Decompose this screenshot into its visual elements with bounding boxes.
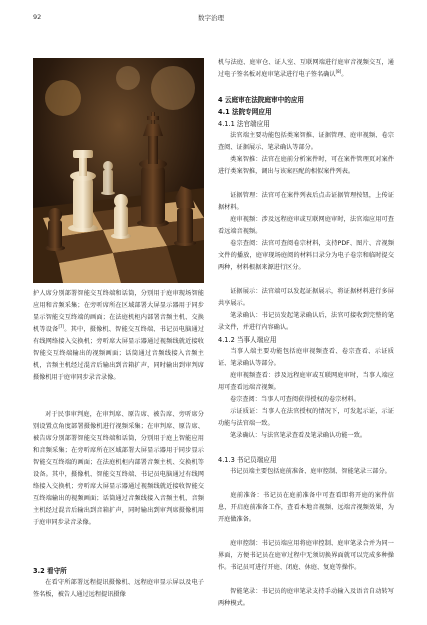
case-push-paragraph: 类案智推：法官在庭前分析案件时，可在案件管理页对案件进行类案智推，调出与该案匹配的相似案件列表。 <box>218 156 394 176</box>
clerk-control-paragraph: 庭审控制：书记员端应用将庭审控制、庭审笔录合并为同一界面，方便书记员在庭审过程中无须切换界面就可以完成多种操作。书记员可进行开庭、闭庭、休庭、复庭等操作。 <box>218 540 394 572</box>
party-dossier-paragraph: 卷宗查阅：当事人可查阅获得授权的卷宗材料。 <box>230 396 360 403</box>
reference-7: [7] <box>58 324 65 330</box>
section-heading-4-1-1: 4.1.1 法官端应用 <box>218 120 270 128</box>
evidence-management-paragraph: 证据管理：法官可在案件列表后点击证据管理按钮，上传证据材料。 <box>218 192 394 212</box>
dossier-paragraph: 卷宗查阅：法官可查阅卷宗材料，支持PDF、图片、音视频文件的播放，庭审现场庭阅的材料目录分为电子卷宗和临时提交两种，材料根据来源进行区分。 <box>218 240 394 272</box>
left-paragraph-3: 在看守所部署远程提讯摄像机、远程庭审显示屏以及电子签名板，被告人通过远程提讯摄像 <box>33 579 204 599</box>
evidence-show-paragraph: 证据展示：法官端可以发起证据展示，将证据材料进行多屏共享展示。 <box>218 288 394 308</box>
journal-title: 数字治理 <box>198 14 224 22</box>
chess-pieces-photo <box>33 58 204 283</box>
page-number: 92 <box>33 13 42 21</box>
chess-pieces-illustration <box>33 58 204 283</box>
section-heading-4-1-2: 4.1.2 当事人端应用 <box>218 336 277 344</box>
section-heading-3-2: 3.2 看守所 <box>33 567 67 575</box>
right-paragraph-0: 机与法庭、庭审仓、证人室、互联网端进行庭审音视频交互，通过电子签名板对庭审笔录进行电子签名确认[8]。 <box>218 59 394 79</box>
left-paragraph-1: 护人席分别部署智能交互终端和话筒，分别用于庭审现场智能应用和音频采集；在旁听席所在区域部署大屏显示器用于同步显示智能交互终端的画面；在法庭机柜内部署音频主机、交换机等设备[7]。其中，摄像机、智能交互终端、书记员电脑通过有线网络接入交换机；旁听席大屏显示器通过视频线就近接收智能交互终端输出的视频画面；话筒通过音频线接入音频主机，音频主机经过混音后输出到音箱扩声，同时输出到审判席摄像机用于庭审同步录音录像。 <box>33 290 205 382</box>
party-confirm-paragraph: 笔录确认：与法官笔录查看及笔录确认功能一致。 <box>230 432 367 439</box>
record-confirm-paragraph: 笔录确认：书记员发起笔录确认后，法官可接收到完整的笔录文件，并进行内容确认。 <box>218 312 394 332</box>
clerk-smart-record-paragraph: 智能笔录：书记员的庭审笔录支持手动输入及语音自动转写两种模式。 <box>218 588 394 608</box>
party-evidence-paragraph: 示证质证：当事人在法官授权的情况下，可发起示证，示证功能与法官端一致。 <box>218 408 394 428</box>
page-header <box>0 0 427 40</box>
section-heading-4: 4 云庭审在法院庭审中的应用 <box>218 96 305 104</box>
section-heading-4-1: 4.1 法院专网应用 <box>218 108 272 116</box>
judge-intro-paragraph: 法官端主要功能包括类案智推、证据管理、庭审视频、卷宗查阅、证据展示、笔录确认等部分。 <box>218 132 394 152</box>
section-heading-4-1-3: 4.1.3 书记员端应用 <box>218 456 277 464</box>
reference-8: [8] <box>335 68 342 74</box>
clerk-prep-paragraph: 庭前准备：书记员在庭前准备中可查看即将开庭的案件信息，开启庭前准备工作，查看本地音视频、远端音视频效果，为开庭做准备。 <box>218 492 394 524</box>
party-video-paragraph: 庭审视频查看：涉及远程庭审或互联网庭审时，当事人端应用可查看远端音视频。 <box>218 372 394 392</box>
trial-video-paragraph: 庭审视频：涉及远程庭审或互联网庭审时，法官端应用可查看远端音视频。 <box>218 216 394 236</box>
party-intro-paragraph: 当事人端主要功能包括庭审视频查看、卷宗查看、示证质证、笔录确认等部分。 <box>218 348 394 368</box>
clerk-intro-paragraph: 书记员端主要包括庭前准备、庭审控制、智能笔录三部分。 <box>230 468 391 475</box>
left-paragraph-2: 对于民事审判庭，在审判席、原告席、被告席、旁听席分别设置点角度部署摄像机进行视频采集；在审判席、原告席、被告席分别部署智能交互终端和话筒，分别用于庭上智能应用和音频采集；在旁听席所在区域部署大屏显示器用于同步显示智能交互终端的画面；在法庭机柜内部署音频主机、交换机等设备。其中，摄像机、智能交互终端、书记员电脑通过有线网络接入交换机；旁听席大屏显示器通过视频线就近接收智能交互终端输出的视频画面；话筒通过音频线接入音频主机，音频主机经过混音后输出到音箱扩声，同时输出到审判席摄像机用于庭审同步录音录像。 <box>33 411 204 527</box>
